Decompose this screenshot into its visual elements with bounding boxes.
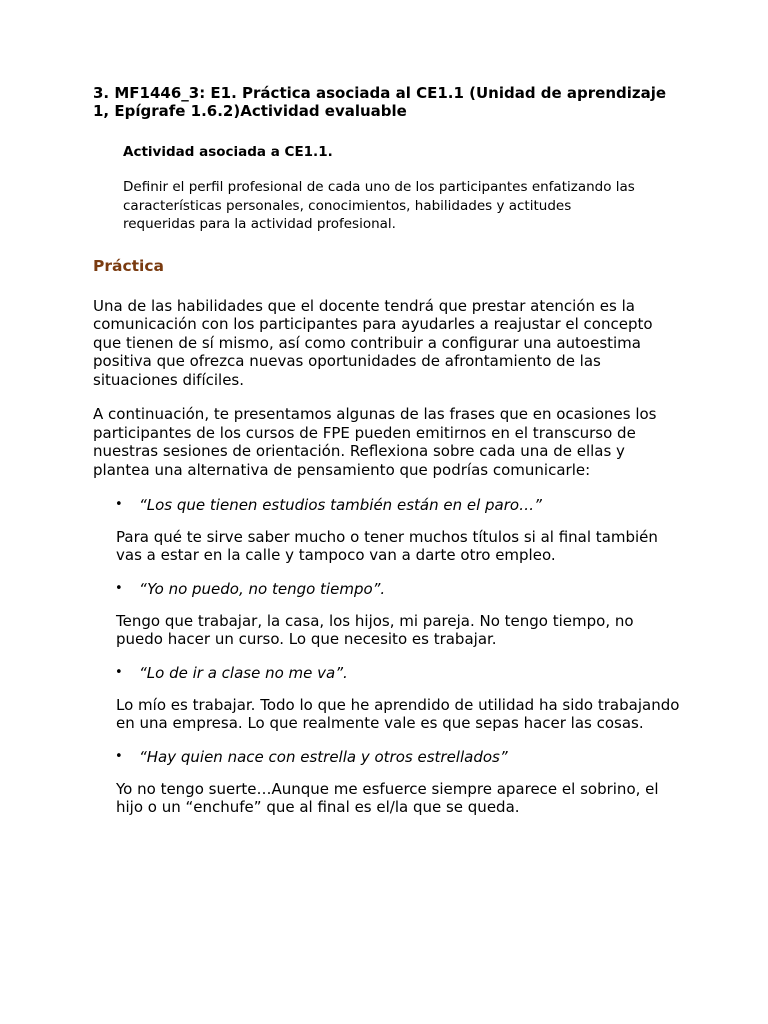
- document-title: 3. MF1446_3: E1. Práctica asociada al CE1.1 (Unidad de aprendizaje 1, Epígrafe 1.6.2)Actividad evaluable: [93, 84, 667, 120]
- activity-description: Definir el perfil profesional de cada uno de los participantes enfatizando las características personales, conocimientos, habilidades y actitudes requeridas para la actividad profesional.: [123, 179, 635, 232]
- intro-paragraph: Una de las habilidades que el docente tendrá que prestar atención es la comunicación con los participantes para ayudarles a reajustar el concepto que tienen de sí mismo, así como contribuir a configurar una autoestima positiva que ofrezca nuevas oportunidades de afrontamiento de las situaciones difíciles.: [93, 296, 653, 389]
- quote-line: [93, 580, 683, 598]
- quote-text: “Los que tienen estudios también están en el paro…”: [139, 496, 542, 514]
- response-text: Para qué te sirve saber mucho o tener muchos títulos si al final también vas a estar en la calle y tampoco van a darte otro empleo.: [116, 528, 658, 564]
- list-item: [93, 664, 683, 732]
- quote-text: “Lo de ir a clase no me va”.: [139, 664, 348, 682]
- quote-line: [93, 748, 683, 766]
- activity-block: [123, 144, 643, 234]
- response-text: Lo mío es trabajar. Todo lo que he aprendido de utilidad ha sido trabajando en una empresa. Lo que realmente vale es que sepas hacer las cosas.: [116, 696, 680, 732]
- quote-text: “Hay quien nace con estrella y otros estrellados”: [139, 748, 508, 766]
- quote-line: [93, 664, 683, 682]
- phrase-list: [93, 496, 683, 816]
- response-text: Yo no tengo suerte…Aunque me esfuerce siempre aparece el sobrino, el hijo o un “enchufe” que al final es el/la que se queda.: [116, 780, 659, 816]
- bullet-icon: •: [115, 497, 123, 512]
- list-item: [93, 748, 683, 816]
- section-title-practica: Práctica: [93, 256, 165, 275]
- activity-heading: Actividad asociada a CE1.1.: [123, 144, 333, 160]
- intro-paragraph: A continuación, te presentamos algunas de las frases que en ocasiones los participantes de los cursos de FPE pueden emitirnos en el transcurso de nuestras sesiones de orientación. Reflexiona sobre cada una de ellas y plantea una alternativa de pensamiento que podrías comunicarle:: [93, 405, 657, 479]
- quote-line: [93, 496, 683, 514]
- bullet-icon: •: [115, 581, 123, 596]
- document-page: [93, 84, 683, 831]
- response-text: Tengo que trabajar, la casa, los hijos, mi pareja. No tengo tiempo, no puedo hacer un curso. Lo que necesito es trabajar.: [116, 612, 634, 648]
- list-item: [93, 496, 683, 564]
- list-item: [93, 580, 683, 648]
- bullet-icon: •: [115, 749, 123, 764]
- bullet-icon: •: [115, 665, 123, 680]
- quote-text: “Yo no puedo, no tengo tiempo”.: [139, 580, 386, 598]
